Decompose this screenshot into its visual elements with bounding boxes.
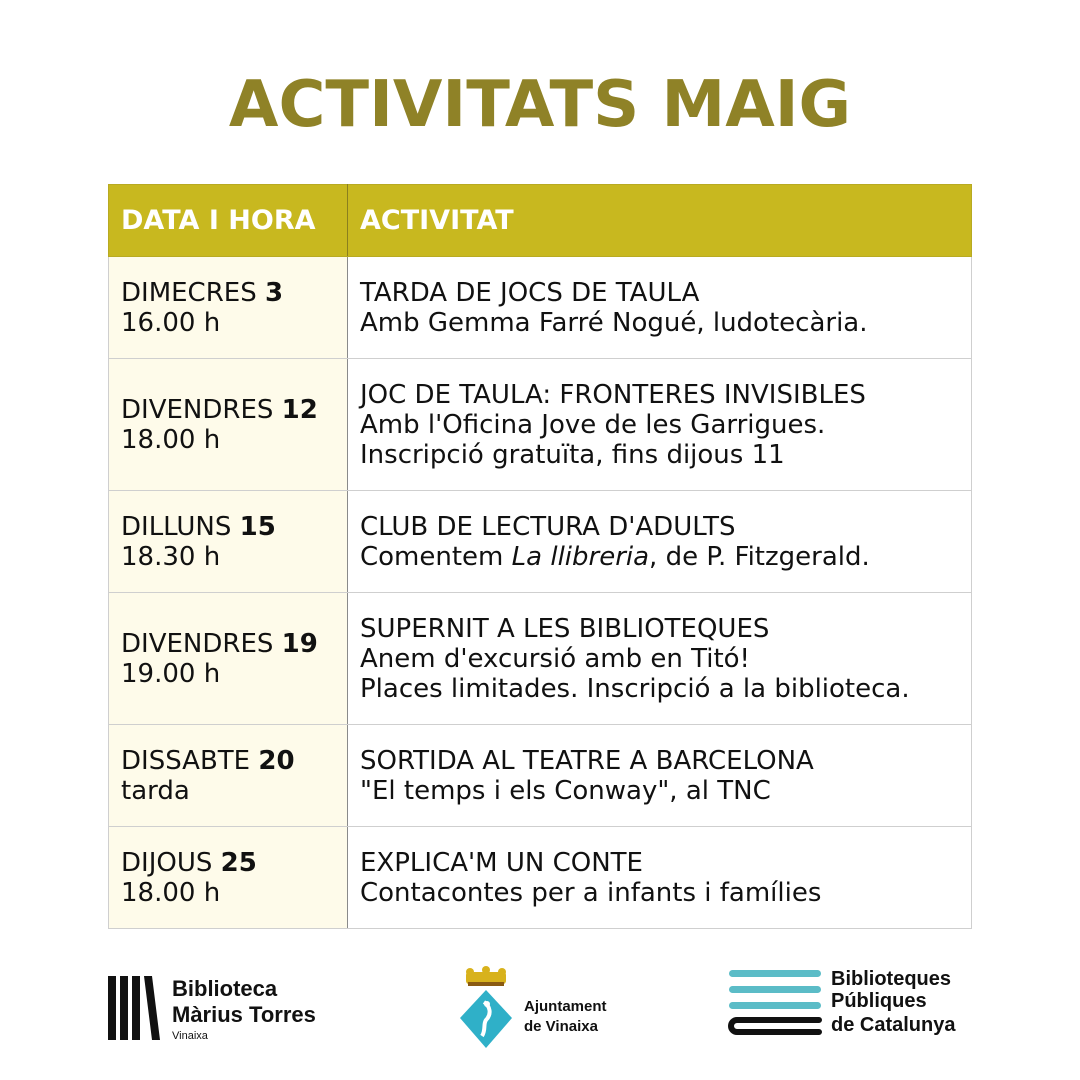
table-row xyxy=(109,593,972,725)
day-number: 20 xyxy=(258,745,295,776)
activity-cell xyxy=(348,359,972,491)
date-cell xyxy=(109,491,348,593)
date-cell xyxy=(109,725,348,827)
activity-detail: Inscripció gratuïta, fins dijous 11 xyxy=(360,439,785,470)
activity-detail: Anem d'excursió amb en Titó! xyxy=(360,643,750,674)
activity-detail xyxy=(360,542,959,572)
activity-cell xyxy=(348,257,972,359)
day-name: DIJOUS xyxy=(121,847,213,878)
logo-text: Biblioteca xyxy=(172,976,278,1001)
activity-title: JOC DE TAULA: FRONTERES INVISIBLES xyxy=(360,379,866,410)
books-icon xyxy=(108,976,160,1040)
activity-detail: "El temps i els Conway", al TNC xyxy=(360,775,771,806)
activity-title: SORTIDA AL TEATRE A BARCELONA xyxy=(360,745,814,776)
table-row xyxy=(109,257,972,359)
biblioteca-marius-torres-logo xyxy=(108,974,388,1044)
detail-text: Comentem xyxy=(360,541,512,572)
detail-text: , de P. Fitzgerald. xyxy=(649,541,870,572)
logo-text: Ajuntament xyxy=(524,998,607,1015)
table-row xyxy=(109,827,972,929)
activity-title: CLUB DE LECTURA D'ADULTS xyxy=(360,511,736,542)
activity-detail: Amb Gemma Farré Nogué, ludotecària. xyxy=(360,307,868,338)
table-row xyxy=(109,491,972,593)
logo-text: Biblioteques xyxy=(831,968,952,990)
activity-cell xyxy=(348,725,972,827)
header-activity: ACTIVITAT xyxy=(348,185,972,257)
day-name: DISSABTE xyxy=(121,745,251,776)
activity-detail: Places limitades. Inscripció a la biblioteca. xyxy=(360,673,910,704)
logo-text: Públiques xyxy=(831,990,927,1012)
book-lines-icon xyxy=(727,968,823,1038)
date-cell xyxy=(109,827,348,929)
activities-table xyxy=(108,184,972,929)
footer-logos xyxy=(0,960,1080,1060)
day-name: DIVENDRES xyxy=(121,394,274,425)
logo-subtext: Vinaixa xyxy=(172,1030,208,1042)
day-number: 19 xyxy=(281,628,318,659)
table-row xyxy=(109,359,972,491)
date-cell xyxy=(109,257,348,359)
ajuntament-vinaixa-logo xyxy=(456,966,636,1056)
logo-text: de Vinaixa xyxy=(524,1018,598,1035)
day-number: 12 xyxy=(281,394,318,425)
time: 19.00 h xyxy=(121,658,221,689)
activity-title: EXPLICA'M UN CONTE xyxy=(360,847,643,878)
date-cell xyxy=(109,593,348,725)
activity-detail: Contacontes per a infants i famílies xyxy=(360,877,822,908)
time: 18.30 h xyxy=(121,541,221,572)
day-number: 25 xyxy=(220,847,257,878)
time: tarda xyxy=(121,775,190,806)
book-title: La llibreria xyxy=(511,541,650,572)
day-name: DIMECRES xyxy=(121,277,257,308)
day-name: DILLUNS xyxy=(121,511,232,542)
coat-of-arms-icon xyxy=(456,966,516,1052)
table-header-row xyxy=(109,185,972,257)
activity-detail: Amb l'Oficina Jove de les Garrigues. xyxy=(360,409,826,440)
logo-text: de Catalunya xyxy=(831,1014,956,1036)
activity-title: SUPERNIT A LES BIBLIOTEQUES xyxy=(360,613,770,644)
time: 16.00 h xyxy=(121,307,221,338)
logo-text: Màrius Torres xyxy=(172,1002,316,1027)
time: 18.00 h xyxy=(121,877,221,908)
table-row xyxy=(109,725,972,827)
date-cell xyxy=(109,359,348,491)
day-number: 15 xyxy=(239,511,276,542)
day-number: 3 xyxy=(264,277,284,308)
header-date: DATA I HORA xyxy=(109,185,348,257)
activity-cell xyxy=(348,827,972,929)
activity-cell xyxy=(348,593,972,725)
activity-cell xyxy=(348,491,972,593)
page-title: ACTIVITATS MAIG xyxy=(228,68,852,142)
biblioteques-publiques-catalunya-logo xyxy=(727,968,997,1048)
day-name: DIVENDRES xyxy=(121,628,274,659)
time: 18.00 h xyxy=(121,424,221,455)
activity-title: TARDA DE JOCS DE TAULA xyxy=(360,277,700,308)
